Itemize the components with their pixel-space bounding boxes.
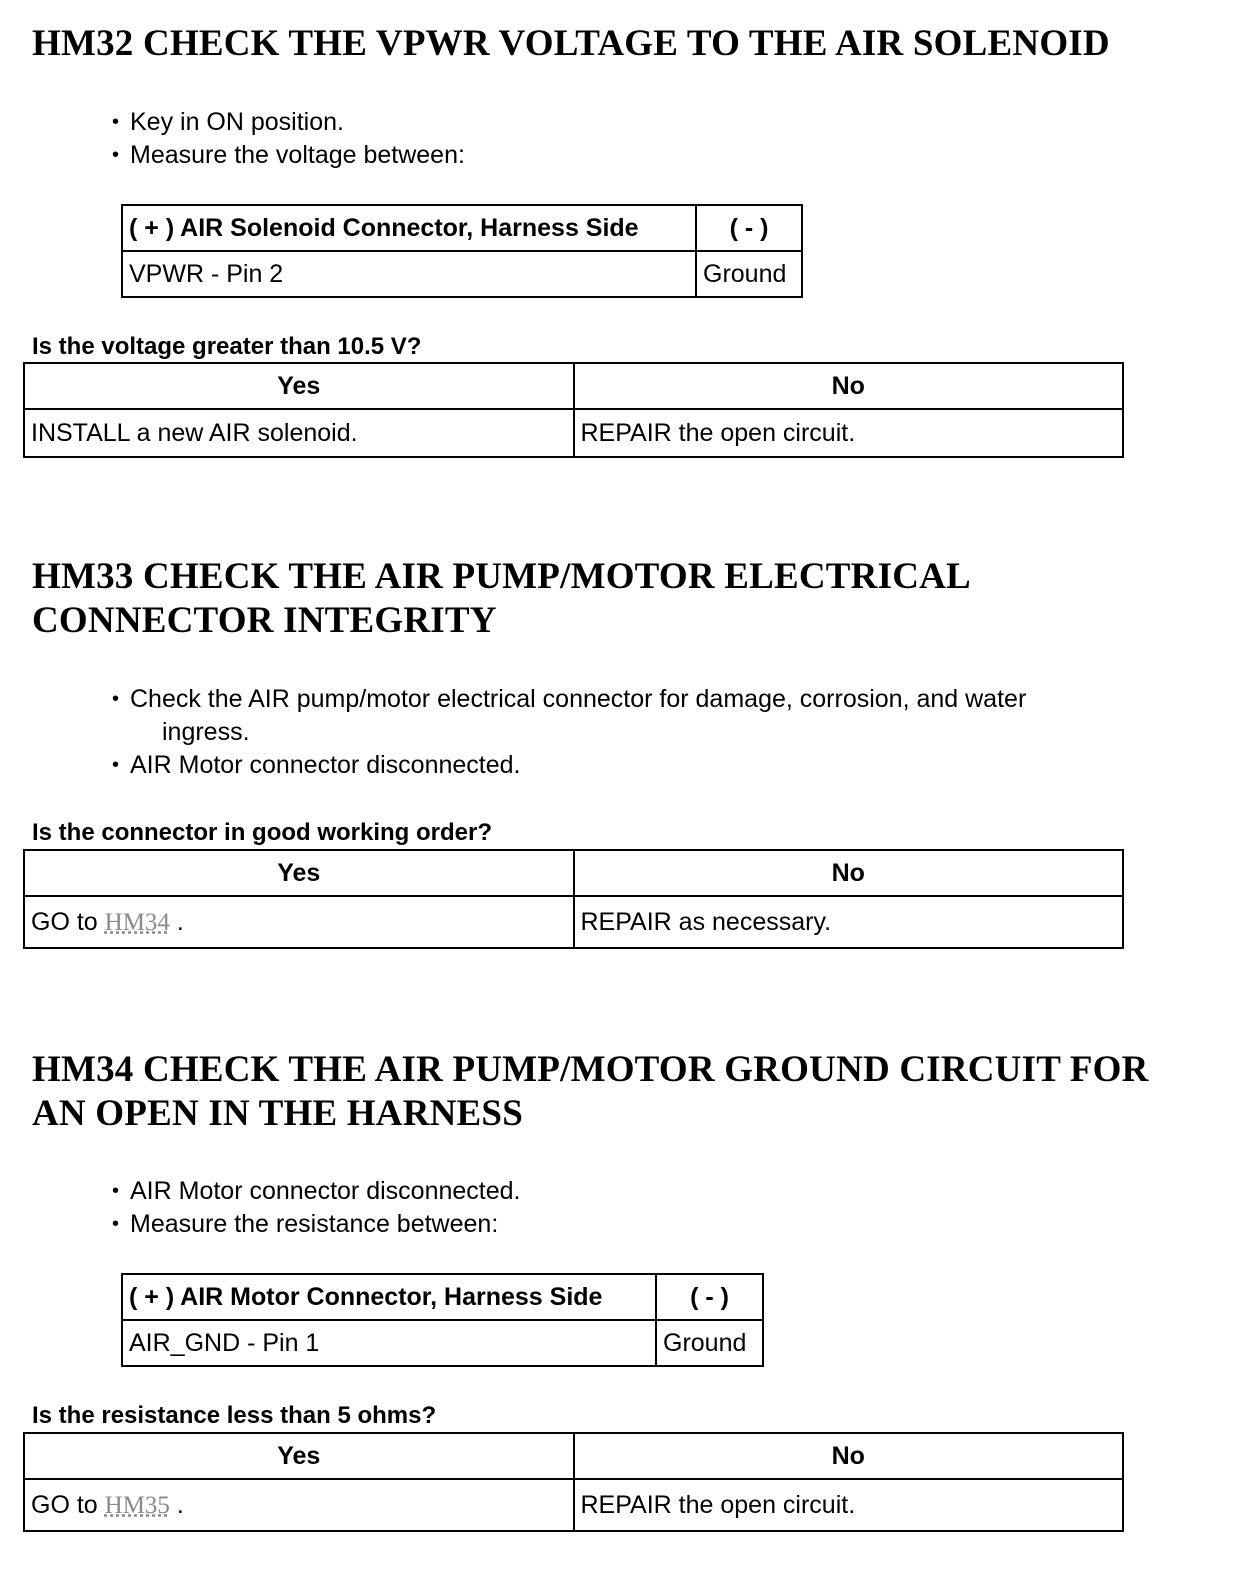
hm32-no-header: No bbox=[574, 363, 1124, 409]
hm33-step-1-line-1: Check the AIR pump/motor electrical connector for damage, corrosion, and water bbox=[130, 685, 1027, 713]
hm33-yes-header: Yes bbox=[24, 850, 574, 896]
hm34-no-header: No bbox=[574, 1433, 1124, 1479]
hm32-step-2: • Measure the voltage between: bbox=[110, 139, 465, 172]
hm34-step-1: • AIR Motor connector disconnected. bbox=[110, 1175, 520, 1208]
hm32-steps bbox=[110, 106, 465, 172]
hm33-heading bbox=[32, 555, 971, 643]
hm32-minus-value: Ground bbox=[696, 251, 802, 297]
hm32-answer-table bbox=[23, 362, 1124, 458]
hm34-plus-header: ( + ) AIR Motor Connector, Harness Side bbox=[122, 1274, 656, 1320]
hm32-yes-action: INSTALL a new AIR solenoid. bbox=[24, 409, 574, 457]
hm33-go-to-period: . bbox=[176, 907, 184, 936]
hm34-answer-table bbox=[23, 1432, 1124, 1532]
hm32-heading bbox=[32, 22, 1110, 66]
hm34-yes-header: Yes bbox=[24, 1433, 574, 1479]
hm34-minus-header: ( - ) bbox=[656, 1274, 763, 1320]
hm34-go-to-text: GO to bbox=[31, 1490, 98, 1519]
hm32-question: Is the voltage greater than 10.5 V? bbox=[32, 333, 422, 360]
hm34-go-to-period: . bbox=[176, 1490, 184, 1519]
hm34-steps bbox=[110, 1175, 520, 1241]
hm34-question: Is the resistance less than 5 ohms? bbox=[32, 1402, 437, 1429]
hm33-title-line-2: CONNECTOR INTEGRITY bbox=[32, 600, 497, 641]
hm32-no-action: REPAIR the open circuit. bbox=[574, 409, 1124, 457]
hm32-plus-value: VPWR - Pin 2 bbox=[122, 251, 696, 297]
hm34-measure-table bbox=[121, 1273, 764, 1367]
hm33-no-action: REPAIR as necessary. bbox=[574, 896, 1124, 948]
hm33-yes-action bbox=[24, 896, 574, 948]
hm34-title-line-1: HM34 CHECK THE AIR PUMP/MOTOR GROUND CIRCUIT FOR bbox=[32, 1049, 1149, 1090]
hm32-step-1: • Key in ON position. bbox=[110, 106, 465, 139]
hm33-steps bbox=[110, 683, 1026, 782]
hm32-plus-header: ( + ) AIR Solenoid Connector, Harness Side bbox=[122, 205, 696, 251]
hm34-title-line-2: AN OPEN IN THE HARNESS bbox=[32, 1093, 523, 1134]
hm33-answer-table bbox=[23, 849, 1124, 949]
hm33-question: Is the connector in good working order? bbox=[32, 819, 493, 846]
hm34-heading bbox=[32, 1048, 1149, 1136]
hm33-step-2: • AIR Motor connector disconnected. bbox=[110, 749, 1026, 782]
hm32-minus-header: ( - ) bbox=[696, 205, 802, 251]
hm34-yes-action bbox=[24, 1479, 574, 1531]
hm33-title-line-1: HM33 CHECK THE AIR PUMP/MOTOR ELECTRICAL bbox=[32, 556, 971, 597]
hm34-no-action: REPAIR the open circuit. bbox=[574, 1479, 1124, 1531]
hm32-yes-header: Yes bbox=[24, 363, 574, 409]
hm33-step-1-line-2: ingress. bbox=[162, 718, 250, 746]
hm32-title: HM32 CHECK THE VPWR VOLTAGE TO THE AIR SOLENOID bbox=[32, 23, 1110, 64]
hm34-minus-value: Ground bbox=[656, 1320, 763, 1366]
hm33-go-to-text: GO to bbox=[31, 907, 98, 936]
hm34-link[interactable]: HM34 bbox=[104, 908, 170, 936]
hm33-no-header: No bbox=[574, 850, 1124, 896]
hm32-measure-table bbox=[121, 204, 803, 298]
hm34-plus-value: AIR_GND - Pin 1 bbox=[122, 1320, 656, 1366]
hm34-step-2: • Measure the resistance between: bbox=[110, 1208, 520, 1241]
hm35-link[interactable]: HM35 bbox=[104, 1491, 170, 1519]
hm33-step-1 bbox=[110, 683, 1026, 749]
